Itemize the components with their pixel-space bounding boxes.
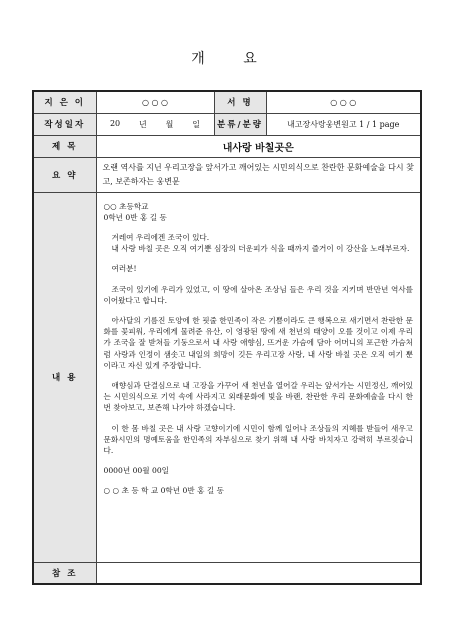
date-value — [96, 113, 214, 135]
content-date-line: 0000년 00월 00일 — [103, 466, 169, 476]
date-day-unit: 일 — [192, 119, 200, 129]
category-value: 내고장사랑웅변원고 1 / 1 page — [266, 113, 421, 135]
subject-value: 내사랑 바칠곳은 — [96, 135, 421, 157]
content-paragraph: 내 사랑 바칠 곳은 오직 여기뿐 심장의 더운피가 식을 때까지 즐거이 이 강산을 노래부르자. — [111, 244, 410, 254]
subject-label: 제 목 — [33, 135, 96, 157]
date-year-unit: 년 — [139, 119, 147, 129]
date-row — [33, 113, 421, 135]
signature-label: 서 명 — [214, 91, 266, 113]
author-label: 지 은 이 — [33, 91, 96, 113]
summary-label: 요 약 — [33, 157, 96, 192]
summary-row — [33, 157, 421, 192]
subject-row — [33, 135, 421, 157]
date-month-unit: 월 — [165, 119, 174, 129]
content-class-name: 0학년 0반 홍 길 동 — [103, 212, 167, 222]
content-label: 내 용 — [33, 192, 96, 562]
content-row — [33, 192, 421, 562]
content-paragraph: 이 한 몸 바칠 곳은 내 사랑 고향이기에 시민이 함께 일어나 조상들의 지혜를 받들어 새우고 문화시민의 명예토움을 한민족의 자부심으로 찾기 위해 내 사랑 바치자고 강력히 부르짖습니다. — [103, 423, 413, 455]
content-school: ○○ 초등학교 — [103, 201, 149, 211]
summary-value: 오랜 역사를 지닌 우리고장을 앞서가고 깨어있는 시민의식으로 찬란한 문화예술을 다시 찾고, 보존하자는 웅변문 — [96, 157, 421, 192]
reference-label: 참 조 — [33, 562, 96, 584]
author-value: ○ ○ ○ — [96, 91, 214, 113]
content-paragraph: 여러분! — [111, 264, 137, 274]
content-body — [96, 192, 421, 562]
content-paragraph: 아사달의 기름진 토양에 한 핏줄 한민족이 작은 기쁨이라도 큰 행복으로 새기면서 찬란한 문화를 꽃피워, 우리에게 물려준 유산, 이 영광된 땅에 새 천년의 태양이 오를 것이고 이제 우리가 조국을 잘 받쳐들 기둥으로서 내 사랑 애향심, 뜨거운 가슴에 담아 어머니의 포근한 가슴처럼 사랑과 인정이 샘솟고 내일의 희망이 깃든 우리고장 사랑, 내 사랑 바칠 곳은 오직 여기 뿐이라고 자신 있게 주장합니다. — [103, 315, 413, 370]
content-paragraph: 조국이 있기에 우리가 있었고, 이 땅에 살아온 조상님 들은 우리 것을 지키며 반만년 역사를 이어왔다고 합니다. — [103, 284, 413, 305]
reference-value — [96, 562, 421, 584]
signature-value: ○ ○ ○ — [266, 91, 421, 113]
reference-row — [33, 562, 421, 584]
content-paragraph: 겨레여 우리에겐 조국이 있다. — [111, 232, 210, 242]
overview-form — [32, 90, 422, 585]
date-year: 20 — [109, 118, 121, 128]
category-label: 분류/분량 — [214, 113, 266, 135]
content-paragraph: 애향심과 단결심으로 내 고장을 가꾸어 새 천년을 열어갈 우리는 앞서가는 시민정신, 깨어있는 시민의식으로 기억 속에 사라지고 외래문화에 빛을 바랜, 찬란한 우리 문화예술을 다시 한번 찾아보고, 보존해 나가야 하겠습니다. — [103, 380, 413, 413]
author-row — [33, 91, 421, 113]
document-title: 개 요 — [191, 51, 259, 67]
content-signoff: ○ ○ 초 등 학 교 0학년 0반 홍 길 동 — [103, 486, 224, 496]
date-label: 작성일자 — [33, 113, 96, 135]
